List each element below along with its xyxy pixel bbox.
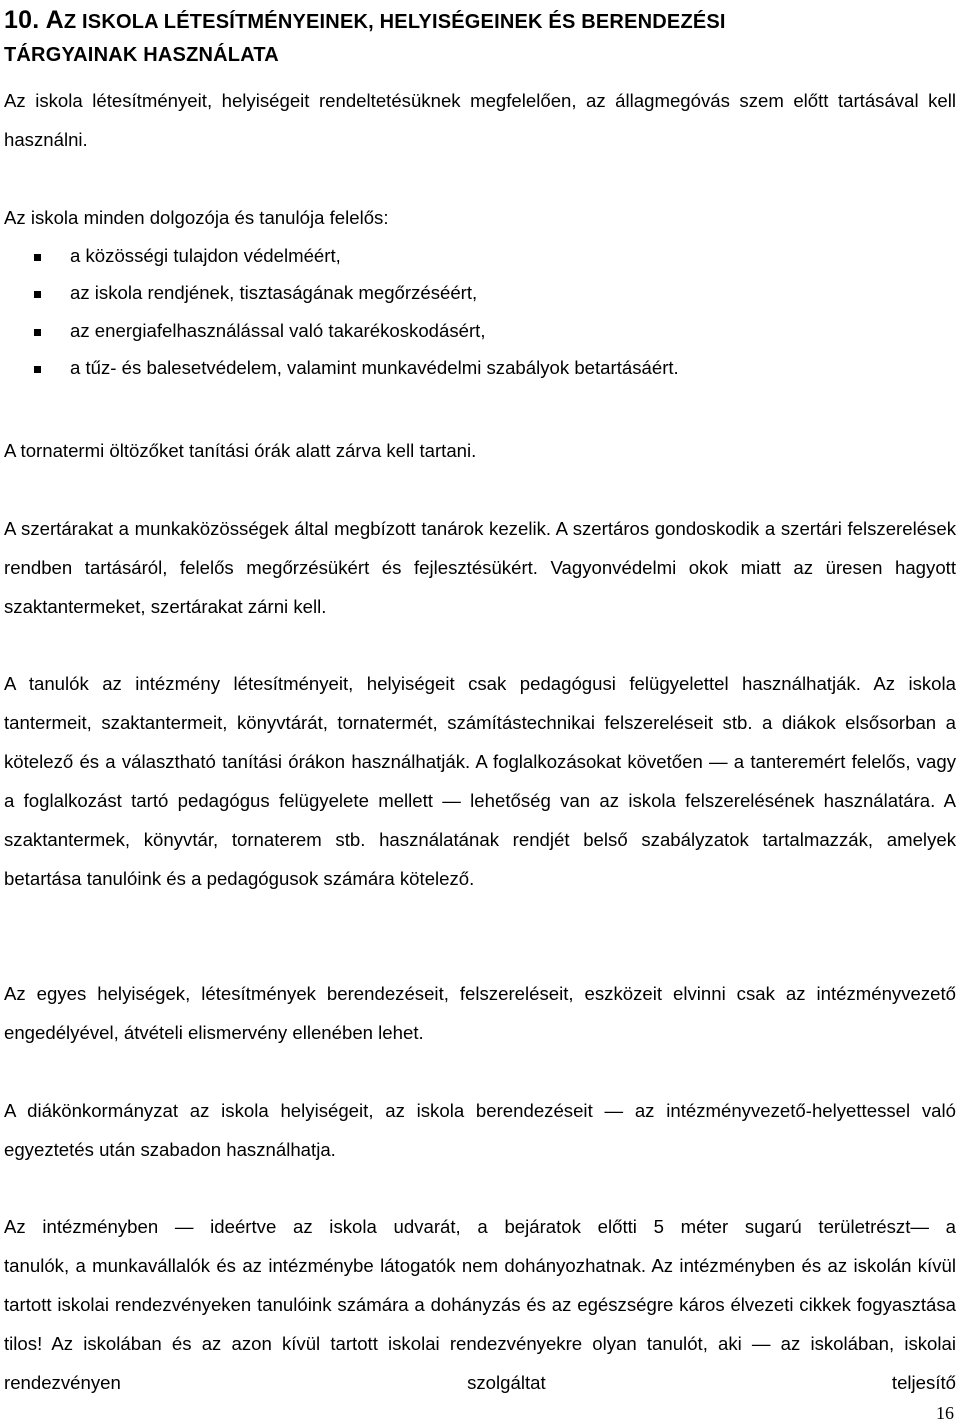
- square-bullet-icon: [34, 291, 41, 298]
- square-bullet-icon: [34, 329, 41, 336]
- smoking-paragraph-continued: tanulók, a munkavállalók és az intézménybe látogatók nem dohányozhatnak. Az intézményben és az iskolán kívül tartott iskolai rendezvényeken tanulóink számára a dohányzás és az egészségre káros élvezeti cikkek fogyasztása tilos! Az iskolában és az azon kívül tartott iskolai rendezvényekre olyan tanulót, aki — az iskolában, iskolai rendezvényen szolgáltat teljesítő: [4, 1255, 956, 1393]
- equipment-removal-paragraph: Az egyes helyiségek, létesítmények berendezéseit, felszereléseit, eszközeit elvinni csak az intézményvezető engedélyével, átvételi elismervény ellenében lehet.: [4, 983, 956, 1043]
- heading-line2: TÁRGYAINAK HASZNÁLATA: [4, 44, 279, 66]
- square-bullet-icon: [34, 254, 41, 261]
- heading-number: 10.: [4, 6, 46, 34]
- responsibility-lead: Az iskola minden dolgozója és tanulója felelős:: [4, 207, 389, 228]
- heading-line1-rest: Z ISKOLA LÉTESÍTMÉNYEINEK, HELYISÉGEINEK ÉS BERENDEZÉSI: [63, 11, 726, 33]
- list-item: a közösségi tulajdon védelméért,: [0, 237, 960, 274]
- student-council-paragraph: A diákönkormányzat az iskola helyiségeit, az iskola berendezéseit — az intézményvezető-helyettessel való egyeztetés után szabadon használhatja.: [4, 1100, 956, 1160]
- list-item: a tűz- és balesetvédelem, valamint munkavédelmi szabályok betartásáért.: [0, 349, 960, 386]
- list-item: az energiafelhasználással való takarékoskodásért,: [0, 312, 960, 349]
- list-item: az iskola rendjének, tisztaságának megőrzéséért,: [0, 274, 960, 311]
- intro-paragraph: Az iskola létesítményeit, helyiségeit rendeltetésüknek megfelelően, az állagmegóvás szem előtt tartásával kell használni.: [4, 90, 956, 150]
- heading-initial: A: [45, 6, 64, 34]
- square-bullet-icon: [34, 366, 41, 373]
- students-usage-paragraph: A tanulók az intézmény létesítményeit, helyiségeit csak pedagógusi felügyelettel használhatják. Az iskola tantermeit, szaktantermeit, könyvtárát, tornatermét, számítástechnikai felszereléseit stb. a diákok elsősorban a kötelező és a választható tanítási órákon használhatják. A foglalkozásokat követően — a tanteremért felelős, vagy a foglalkozást tartó pedagógus felügyelete mellett — lehetőség van az iskola felszerelésének használatára. A szaktantermek, könyvtár, tornaterem stb. használatának rendjét belső szabályzatok tartalmazzák, amelyek betartása tanulóink és a pedagógusok számára kötelező.: [4, 673, 956, 889]
- storerooms-paragraph: A szertárakat a munkaközösségek által megbízott tanárok kezelik. A szertáros gondoskodik a szertári felszerelések rendben tartásáról, felelős megőrzésükért és fejlesztésükért. Vagyonvédelmi okok miatt az üresen hagyott szaktantermeket, szertárakat zárni kell.: [4, 518, 956, 617]
- locker-rooms-paragraph: A tornatermi öltözőket tanítási órák alatt zárva kell tartani.: [4, 440, 477, 461]
- responsibility-list: [0, 237, 960, 387]
- section-heading: [4, 3, 944, 71]
- page-number: 16: [936, 1403, 954, 1423]
- smoking-paragraph-first-line: Az intézményben — ideértve az iskola udvarát, a bejáratok előtti 5 méter sugarú területrészt— a: [4, 1216, 956, 1237]
